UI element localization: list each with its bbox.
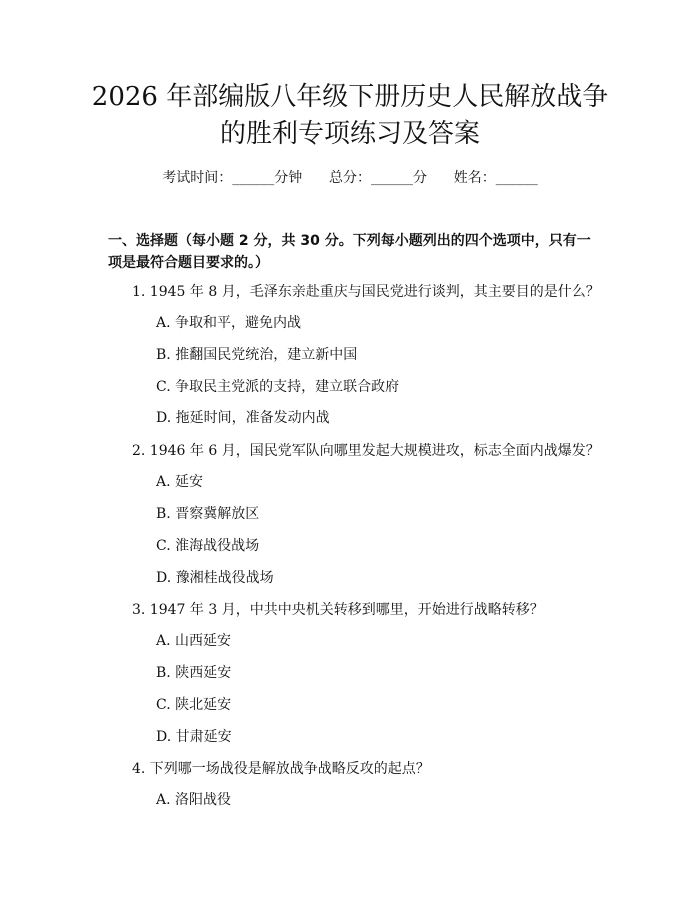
exam-meta-line: 考试时间：______分钟 总分：______分 姓名：______	[162, 170, 538, 186]
question-2-option-c: C. 淮海战役战场	[156, 538, 260, 554]
question-1-option-c: C. 争取民主党派的支持，建立联合政府	[156, 379, 400, 395]
question-3-option-d: D. 甘肃延安	[156, 729, 232, 745]
question-3-option-c: C. 陕北延安	[156, 697, 232, 713]
question-1: 1. 1945 年 8 月，毛泽东亲赴重庆与国民党进行谈判，其主要目的是什么？	[132, 284, 600, 300]
question-2-option-d: D. 豫湘桂战役战场	[156, 570, 274, 586]
question-1-option-d: D. 拖延时间，准备发动内战	[156, 410, 330, 426]
question-3: 3. 1947 年 3 月，中共中央机关转移到哪里，开始进行战略转移？	[132, 602, 544, 618]
question-3-option-a: A. 山西延安	[156, 633, 232, 649]
document-title-line-1: 2026 年部编版八年级下册历史人民解放战争	[91, 82, 609, 112]
question-3-option-b: B. 陕西延安	[156, 665, 232, 681]
section-heading: 一、选择题（每小题 2 分，共 30 分。下列每小题列出的四个选项中，只有一项是最符合题目要求的。）	[108, 233, 591, 271]
document-title-line-2: 的胜利专项练习及答案	[219, 119, 480, 149]
question-2-option-b: B. 晋察冀解放区	[156, 506, 260, 522]
question-2-option-a: A. 延安	[156, 474, 204, 490]
question-4: 4. 下列哪一场战役是解放战争战略反攻的起点？	[132, 761, 430, 777]
question-4-option-a: A. 洛阳战役	[156, 792, 232, 808]
question-1-option-a: A. 争取和平，避免内战	[156, 315, 302, 331]
question-2: 2. 1946 年 6 月，国民党军队向哪里发起大规模进攻，标志全面内战爆发？	[132, 443, 600, 459]
question-1-option-b: B. 推翻国民党统治，建立新中国	[156, 347, 358, 363]
